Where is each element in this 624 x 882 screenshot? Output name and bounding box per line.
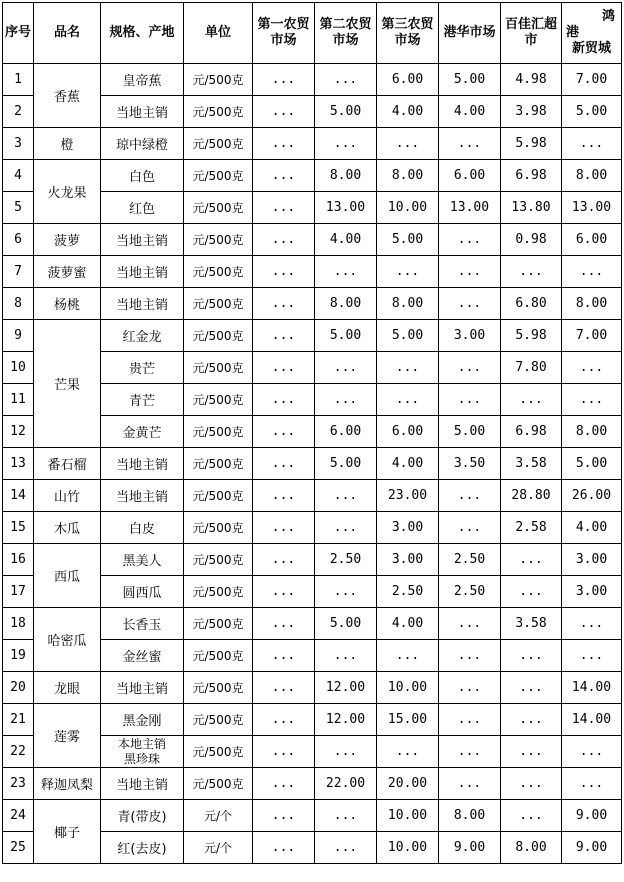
- price-cell: 6.98: [501, 416, 562, 448]
- table-body: [3, 64, 622, 864]
- spec-cell: 当地主销: [101, 224, 184, 256]
- row-number-cell: 21: [3, 704, 34, 736]
- row-number-cell: 14: [3, 480, 34, 512]
- row-number-cell: 9: [3, 320, 34, 352]
- product-name-cell: 释迦凤梨: [34, 768, 101, 800]
- table-row: [3, 224, 622, 256]
- price-cell: 8.00: [377, 160, 439, 192]
- price-cell: ...: [439, 256, 501, 288]
- price-cell: ...: [253, 160, 315, 192]
- price-cell: 6.00: [315, 416, 377, 448]
- spec-cell: 长香玉: [101, 608, 184, 640]
- price-cell: ...: [501, 704, 562, 736]
- price-cell: ...: [253, 800, 315, 832]
- spec-cell: 黑金刚: [101, 704, 184, 736]
- price-cell: ...: [253, 224, 315, 256]
- price-cell: ...: [253, 608, 315, 640]
- price-cell: 4.00: [315, 224, 377, 256]
- price-cell: ...: [439, 352, 501, 384]
- header-market-3: 第三农贸市场: [377, 3, 439, 64]
- price-cell: 5.98: [501, 320, 562, 352]
- price-cell: ...: [439, 512, 501, 544]
- price-cell: 5.00: [377, 224, 439, 256]
- price-cell: 3.00: [562, 576, 622, 608]
- price-cell: 14.00: [562, 672, 622, 704]
- price-cell: ...: [253, 640, 315, 672]
- product-name-cell: 杨桃: [34, 288, 101, 320]
- price-cell: ...: [501, 672, 562, 704]
- spec-cell: 红色: [101, 192, 184, 224]
- price-cell: ...: [253, 704, 315, 736]
- price-cell: 12.00: [315, 704, 377, 736]
- row-number-cell: 8: [3, 288, 34, 320]
- price-cell: 7.00: [562, 320, 622, 352]
- price-cell: 3.50: [439, 448, 501, 480]
- price-cell: 8.00: [315, 288, 377, 320]
- price-cell: ...: [377, 640, 439, 672]
- row-number-cell: 10: [3, 352, 34, 384]
- unit-cell: 元/500克: [184, 384, 253, 416]
- unit-cell: 元/500克: [184, 64, 253, 96]
- unit-cell: 元/500克: [184, 320, 253, 352]
- price-cell: 5.00: [439, 64, 501, 96]
- price-cell: 3.00: [377, 512, 439, 544]
- product-name-cell: 菠萝蜜: [34, 256, 101, 288]
- price-cell: 13.00: [562, 192, 622, 224]
- price-cell: ...: [562, 736, 622, 768]
- price-cell: 5.00: [562, 96, 622, 128]
- price-cell: ...: [253, 768, 315, 800]
- price-cell: ...: [501, 640, 562, 672]
- price-cell: ...: [562, 128, 622, 160]
- price-cell: 13.80: [501, 192, 562, 224]
- price-cell: ...: [315, 576, 377, 608]
- price-cell: ...: [562, 640, 622, 672]
- unit-cell: 元/500克: [184, 160, 253, 192]
- unit-cell: 元/500克: [184, 480, 253, 512]
- row-number-cell: 11: [3, 384, 34, 416]
- price-cell: 4.00: [377, 608, 439, 640]
- product-name-cell: 芒果: [34, 320, 101, 448]
- row-number-cell: 5: [3, 192, 34, 224]
- price-cell: 4.00: [377, 96, 439, 128]
- header-name: 品名: [34, 3, 101, 64]
- header-market-5: 百佳汇超市: [501, 3, 562, 64]
- row-number-cell: 17: [3, 576, 34, 608]
- header-market-6: [562, 3, 622, 64]
- product-name-cell: 椰子: [34, 800, 101, 864]
- price-cell: 4.00: [377, 448, 439, 480]
- product-name-cell: 火龙果: [34, 160, 101, 224]
- product-name-cell: 莲雾: [34, 704, 101, 768]
- spec-cell: 白皮: [101, 512, 184, 544]
- price-cell: ...: [253, 320, 315, 352]
- price-cell: ...: [253, 416, 315, 448]
- product-name-cell: 橙: [34, 128, 101, 160]
- price-cell: ...: [439, 480, 501, 512]
- price-cell: 6.00: [377, 64, 439, 96]
- price-cell: 7.80: [501, 352, 562, 384]
- table-row: [3, 512, 622, 544]
- spec-cell: 当地主销: [101, 768, 184, 800]
- price-cell: 2.58: [501, 512, 562, 544]
- price-cell: ...: [439, 672, 501, 704]
- price-cell: 5.00: [315, 96, 377, 128]
- header-market-2: 第二农贸市场: [315, 3, 377, 64]
- product-name-cell: 龙眼: [34, 672, 101, 704]
- spec-cell: 金丝蜜: [101, 640, 184, 672]
- price-cell: ...: [315, 64, 377, 96]
- spec-cell: 黑美人: [101, 544, 184, 576]
- price-cell: ...: [377, 384, 439, 416]
- price-cell: 8.00: [439, 800, 501, 832]
- price-cell: 10.00: [377, 672, 439, 704]
- row-number-cell: 3: [3, 128, 34, 160]
- price-cell: 6.00: [377, 416, 439, 448]
- unit-cell: 元/500克: [184, 448, 253, 480]
- spec-cell: 琼中绿橙: [101, 128, 184, 160]
- table-row: [3, 448, 622, 480]
- price-cell: ...: [501, 768, 562, 800]
- price-cell: 22.00: [315, 768, 377, 800]
- price-cell: ...: [501, 576, 562, 608]
- spec-cell: 青(带皮): [101, 800, 184, 832]
- price-cell: 5.00: [562, 448, 622, 480]
- table-row: [3, 128, 622, 160]
- price-cell: 0.98: [501, 224, 562, 256]
- spec-cell: 当地主销: [101, 480, 184, 512]
- unit-cell: 元/500克: [184, 608, 253, 640]
- price-cell: ...: [501, 384, 562, 416]
- price-cell: ...: [562, 384, 622, 416]
- price-cell: 3.00: [439, 320, 501, 352]
- unit-cell: 元/500克: [184, 192, 253, 224]
- price-cell: 8.00: [562, 288, 622, 320]
- price-cell: ...: [439, 704, 501, 736]
- unit-cell: 元/500克: [184, 352, 253, 384]
- unit-cell: 元/500克: [184, 672, 253, 704]
- price-cell: 9.00: [439, 832, 501, 864]
- price-cell: ...: [439, 608, 501, 640]
- price-cell: ...: [253, 384, 315, 416]
- price-cell: ...: [315, 384, 377, 416]
- price-cell: 9.00: [562, 800, 622, 832]
- price-cell: 20.00: [377, 768, 439, 800]
- price-cell: ...: [253, 256, 315, 288]
- price-cell: 13.00: [315, 192, 377, 224]
- price-cell: ...: [439, 128, 501, 160]
- price-cell: 5.00: [315, 448, 377, 480]
- product-name-cell: 山竹: [34, 480, 101, 512]
- unit-cell: 元/500克: [184, 256, 253, 288]
- row-number-cell: 15: [3, 512, 34, 544]
- price-cell: 3.58: [501, 608, 562, 640]
- price-cell: ...: [377, 736, 439, 768]
- unit-cell: 元/500克: [184, 736, 253, 768]
- price-cell: 8.00: [562, 160, 622, 192]
- price-cell: 5.00: [439, 416, 501, 448]
- row-number-cell: 20: [3, 672, 34, 704]
- price-cell: 5.98: [501, 128, 562, 160]
- price-cell: 8.00: [377, 288, 439, 320]
- header-spec: 规格、产地: [101, 3, 184, 64]
- table-row: [3, 256, 622, 288]
- price-cell: ...: [377, 128, 439, 160]
- price-cell: 4.00: [562, 512, 622, 544]
- price-cell: 5.00: [315, 320, 377, 352]
- price-table: [2, 2, 622, 864]
- table-row: [3, 544, 622, 576]
- price-cell: 8.00: [315, 160, 377, 192]
- price-cell: ...: [315, 128, 377, 160]
- table-row: [3, 672, 622, 704]
- price-cell: ...: [253, 512, 315, 544]
- spec-cell: 红(去皮): [101, 832, 184, 864]
- price-cell: ...: [253, 576, 315, 608]
- price-cell: 6.80: [501, 288, 562, 320]
- price-cell: 10.00: [377, 800, 439, 832]
- spec-cell: 当地主销: [101, 256, 184, 288]
- price-cell: 10.00: [377, 192, 439, 224]
- spec-cell: 金黄芒: [101, 416, 184, 448]
- unit-cell: 元/个: [184, 832, 253, 864]
- header-market-6-line3: 新贸城: [571, 41, 611, 56]
- price-cell: 2.50: [377, 576, 439, 608]
- price-cell: ...: [315, 640, 377, 672]
- price-cell: 2.50: [439, 576, 501, 608]
- row-number-cell: 4: [3, 160, 34, 192]
- row-number-cell: 1: [3, 64, 34, 96]
- price-cell: ...: [253, 128, 315, 160]
- table-row: [3, 480, 622, 512]
- table-row: [3, 160, 622, 192]
- price-cell: ...: [562, 352, 622, 384]
- price-cell: ...: [439, 640, 501, 672]
- price-cell: 2.50: [315, 544, 377, 576]
- spec-cell: 贵芒: [101, 352, 184, 384]
- price-cell: ...: [501, 736, 562, 768]
- price-cell: ...: [377, 256, 439, 288]
- row-number-cell: 23: [3, 768, 34, 800]
- price-cell: ...: [315, 480, 377, 512]
- price-cell: 13.00: [439, 192, 501, 224]
- table-row: [3, 320, 622, 352]
- spec-cell: 当地主销: [101, 288, 184, 320]
- header-market-6-line2: 港: [566, 25, 580, 40]
- price-cell: 6.00: [439, 160, 501, 192]
- unit-cell: 元/500克: [184, 512, 253, 544]
- price-cell: 6.00: [562, 224, 622, 256]
- price-cell: ...: [253, 192, 315, 224]
- price-cell: ...: [439, 288, 501, 320]
- price-cell: ...: [253, 832, 315, 864]
- table-row: [3, 768, 622, 800]
- price-cell: 10.00: [377, 832, 439, 864]
- price-cell: ...: [439, 736, 501, 768]
- product-name-cell: 番石榴: [34, 448, 101, 480]
- unit-cell: 元/500克: [184, 576, 253, 608]
- unit-cell: 元/500克: [184, 704, 253, 736]
- price-cell: 9.00: [562, 832, 622, 864]
- spec-cell: 当地主销: [101, 672, 184, 704]
- price-cell: 2.50: [439, 544, 501, 576]
- price-cell: ...: [562, 256, 622, 288]
- product-name-cell: 菠萝: [34, 224, 101, 256]
- header-unit: 单位: [184, 3, 253, 64]
- price-cell: ...: [501, 800, 562, 832]
- price-cell: ...: [253, 736, 315, 768]
- table-row: [3, 288, 622, 320]
- price-cell: ...: [501, 256, 562, 288]
- header-market-1: 第一农贸市场: [253, 3, 315, 64]
- price-cell: 4.00: [439, 96, 501, 128]
- table-row: [3, 64, 622, 96]
- spec-cell: 皇帝蕉: [101, 64, 184, 96]
- spec-cell: 圆西瓜: [101, 576, 184, 608]
- unit-cell: 元/500克: [184, 416, 253, 448]
- price-cell: ...: [315, 736, 377, 768]
- price-cell: 3.58: [501, 448, 562, 480]
- product-name-cell: 西瓜: [34, 544, 101, 608]
- price-cell: ...: [315, 512, 377, 544]
- price-cell: 8.00: [562, 416, 622, 448]
- unit-cell: 元/500克: [184, 768, 253, 800]
- unit-cell: 元/500克: [184, 128, 253, 160]
- table-row: [3, 800, 622, 832]
- row-number-cell: 18: [3, 608, 34, 640]
- unit-cell: 元/500克: [184, 544, 253, 576]
- price-cell: 28.80: [501, 480, 562, 512]
- price-cell: ...: [253, 352, 315, 384]
- row-number-cell: 2: [3, 96, 34, 128]
- table-row: [3, 704, 622, 736]
- header-market-4: 港华市场: [439, 3, 501, 64]
- price-cell: ...: [253, 448, 315, 480]
- unit-cell: 元/个: [184, 800, 253, 832]
- unit-cell: 元/500克: [184, 640, 253, 672]
- price-cell: ...: [253, 288, 315, 320]
- price-cell: 5.00: [377, 320, 439, 352]
- price-cell: ...: [253, 64, 315, 96]
- spec-cell: 当地主销: [101, 96, 184, 128]
- spec-cell: 白色: [101, 160, 184, 192]
- row-number-cell: 25: [3, 832, 34, 864]
- row-number-cell: 16: [3, 544, 34, 576]
- row-number-cell: 7: [3, 256, 34, 288]
- price-cell: 3.00: [377, 544, 439, 576]
- row-number-cell: 24: [3, 800, 34, 832]
- unit-cell: 元/500克: [184, 288, 253, 320]
- spec-cell: 青芒: [101, 384, 184, 416]
- price-cell: ...: [439, 384, 501, 416]
- row-number-cell: 22: [3, 736, 34, 768]
- price-cell: ...: [315, 256, 377, 288]
- price-cell: ...: [315, 352, 377, 384]
- price-cell: ...: [315, 800, 377, 832]
- price-cell: 26.00: [562, 480, 622, 512]
- spec-cell: 当地主销: [101, 448, 184, 480]
- price-cell: ...: [501, 544, 562, 576]
- price-cell: 6.98: [501, 160, 562, 192]
- price-cell: ...: [253, 96, 315, 128]
- price-cell: ...: [253, 672, 315, 704]
- price-cell: 23.00: [377, 480, 439, 512]
- price-cell: ...: [253, 480, 315, 512]
- price-cell: 3.98: [501, 96, 562, 128]
- row-number-cell: 19: [3, 640, 34, 672]
- price-cell: 7.00: [562, 64, 622, 96]
- row-number-cell: 6: [3, 224, 34, 256]
- price-cell: 14.00: [562, 704, 622, 736]
- table-row: [3, 608, 622, 640]
- unit-cell: 元/500克: [184, 224, 253, 256]
- price-cell: ...: [439, 768, 501, 800]
- row-number-cell: 13: [3, 448, 34, 480]
- price-cell: ...: [562, 608, 622, 640]
- price-cell: ...: [253, 544, 315, 576]
- price-cell: ...: [377, 352, 439, 384]
- price-cell: ...: [315, 832, 377, 864]
- header-no: 序号: [3, 3, 34, 64]
- price-cell: 12.00: [315, 672, 377, 704]
- price-cell: 3.00: [562, 544, 622, 576]
- row-number-cell: 12: [3, 416, 34, 448]
- price-cell: 15.00: [377, 704, 439, 736]
- price-cell: 5.00: [315, 608, 377, 640]
- price-cell: ...: [562, 768, 622, 800]
- product-name-cell: 香蕉: [34, 64, 101, 128]
- spec-cell: 本地主销 黑珍珠: [101, 736, 184, 768]
- product-name-cell: 木瓜: [34, 512, 101, 544]
- price-cell: 4.98: [501, 64, 562, 96]
- header-row: [3, 3, 622, 64]
- price-cell: ...: [439, 224, 501, 256]
- price-cell: 8.00: [501, 832, 562, 864]
- unit-cell: 元/500克: [184, 96, 253, 128]
- spec-cell: 红金龙: [101, 320, 184, 352]
- product-name-cell: 哈密瓜: [34, 608, 101, 672]
- header-market-6-line1: 鸿: [601, 9, 615, 24]
